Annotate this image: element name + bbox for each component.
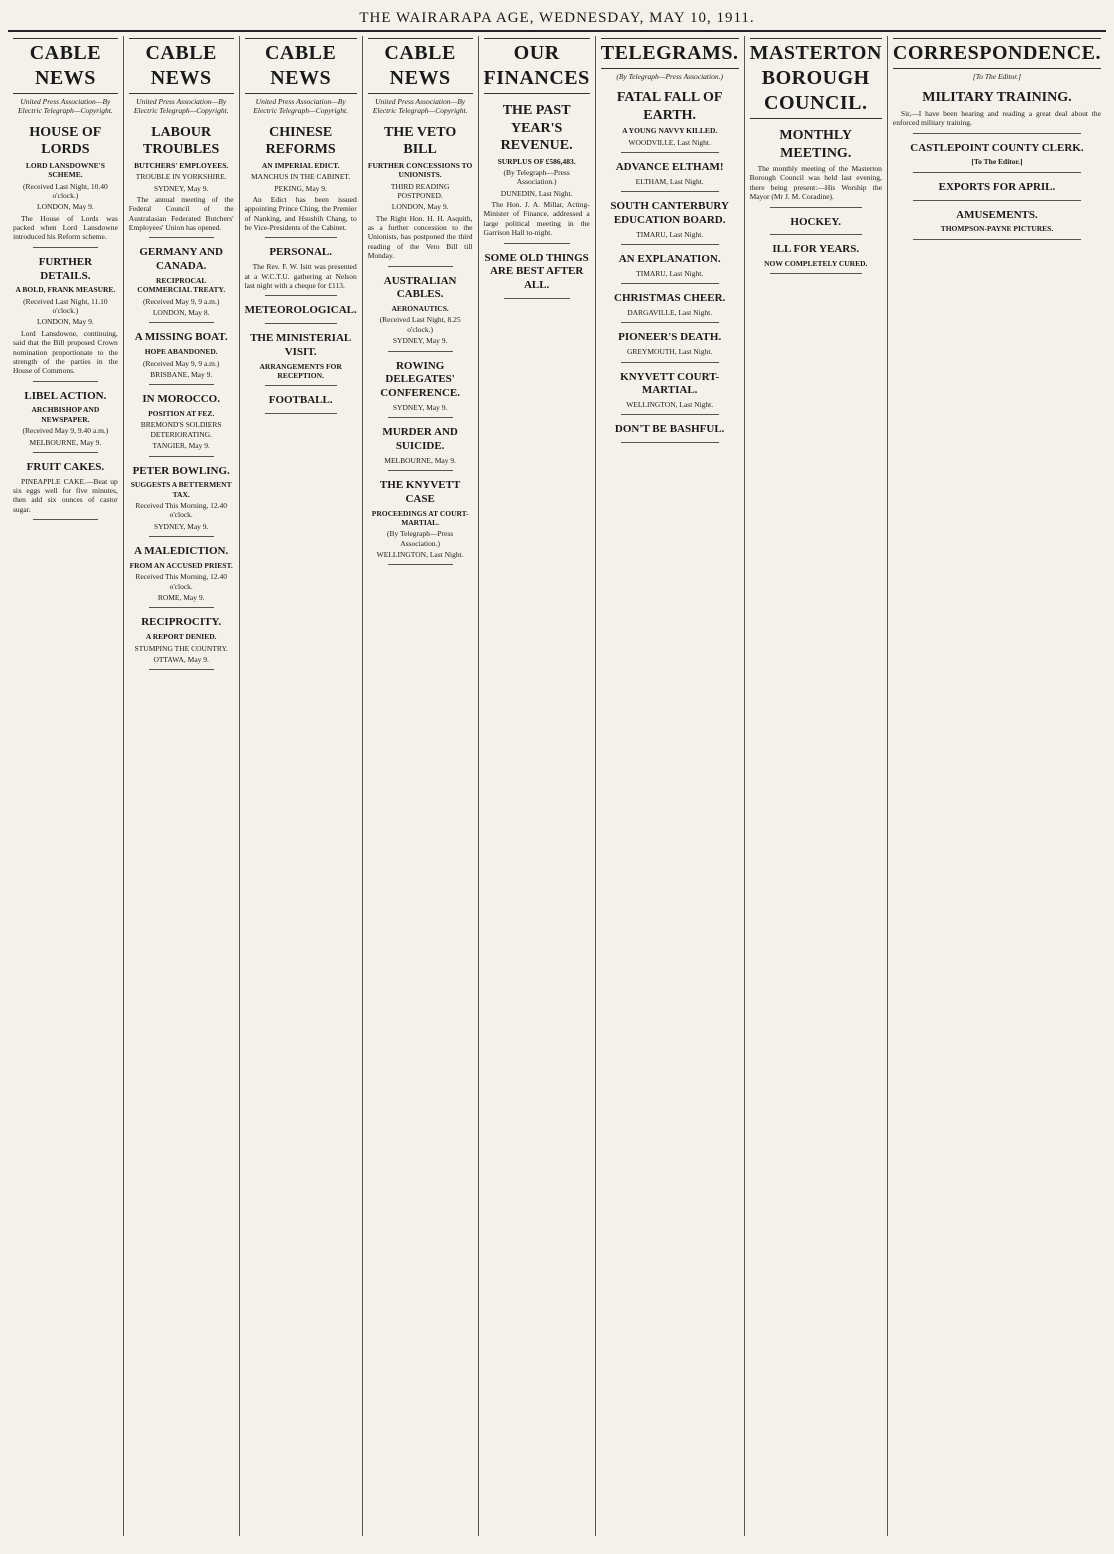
article-title: ADVANCE ELTHAM! — [615, 161, 724, 174]
article-divider — [770, 207, 862, 208]
article-divider — [33, 381, 98, 382]
article-dateline: Received This Morning, 12.40 o'clock. — [135, 501, 228, 520]
article-title: FURTHER DETAILS. — [38, 255, 93, 282]
article-title: AUSTRALIAN CABLES. — [383, 274, 457, 301]
article-place-date: LONDON, May 9. — [37, 317, 94, 327]
masthead: THE WAIRARAPA AGE, WEDNESDAY, MAY 10, 1911. — [8, 6, 1106, 32]
article — [601, 371, 739, 416]
article-title: HOUSE OF LORDS — [29, 124, 102, 158]
article-divider — [770, 234, 862, 235]
article-divider — [33, 452, 98, 453]
article-divider — [913, 239, 1081, 240]
article — [245, 246, 357, 296]
article-dateline: (By Telegraph—Press Association.) — [387, 529, 454, 548]
article-divider — [265, 323, 337, 324]
article-dateline: (Received Last Night, 8.25 o'clock.) — [379, 315, 461, 334]
article — [13, 256, 118, 382]
article-title: FOOTBALL. — [268, 394, 333, 407]
article-divider — [149, 456, 214, 457]
article — [601, 161, 739, 192]
article-subtitle: ARRANGEMENTS FOR RECEPTION. — [259, 361, 342, 380]
article-title: PIONEER'S DEATH. — [618, 331, 722, 344]
column-6 — [596, 36, 745, 1536]
article-divider — [149, 607, 214, 608]
article-title: GERMANY AND CANADA. — [139, 246, 223, 273]
article-subtitle: AERONAUTICS. — [391, 304, 449, 313]
article-subtitle: SUGGESTS A BETTERMENT TAX. — [130, 480, 232, 499]
article — [245, 394, 357, 414]
article-title: KNYVETT COURT-MARTIAL. — [620, 370, 720, 397]
article-text: The monthly meeting of the Masterton Borough Council was held last evening, there being present:—His Worship the Mayor (Mr J. M. Coradine). — [749, 164, 882, 202]
article — [893, 89, 1101, 133]
article-divider — [621, 152, 719, 153]
article-divider — [265, 413, 337, 414]
article-text: An Edict has been issued appointing Prince Ching, the Premier of Nanking, and Hsushih Chang, to be Vice-Presidents of the Cabinet. — [244, 194, 357, 232]
article — [750, 216, 882, 236]
column-4 — [363, 36, 479, 1536]
article — [129, 124, 234, 239]
article-divider — [149, 237, 214, 238]
article-title: FRUIT CAKES. — [26, 460, 105, 473]
article-divider — [913, 133, 1081, 134]
article-title: ROWING DELEGATES' CONFERENCE. — [380, 359, 460, 399]
column-heading: TELEGRAMS. — [601, 38, 739, 69]
article-subtitle: HOPE ABANDONED. — [144, 347, 218, 357]
article — [245, 304, 357, 324]
article — [893, 209, 1101, 240]
article-place-date: WELLINGTON, Last Night. — [626, 400, 714, 409]
column-heading: CABLE NEWS — [13, 38, 118, 94]
article-title: MURDER AND SUICIDE. — [382, 426, 458, 452]
column-byline: United Press Association—By Electric Telegraph—Copyright. — [253, 97, 349, 116]
article-place-date: SYDNEY, May 9. — [392, 402, 448, 412]
article-title: IN MOROCCO. — [142, 393, 220, 406]
article-subtitle: RECIPROCAL COMMERCIAL TREATY. — [137, 275, 226, 295]
article-divider — [33, 519, 98, 520]
article-place-date: TIMARU, Last Night. — [636, 229, 704, 239]
article-dateline: BREMOND'S SOLDIERS DETERIORATING. — [140, 420, 222, 439]
article-subtitle: A BOLD, FRANK MEASURE. — [15, 285, 116, 295]
article-divider — [621, 244, 719, 245]
column-byline: United Press Association—By Electric Telegraph—Copyright. — [133, 97, 229, 116]
article-title: CHINESE REFORMS — [265, 124, 336, 158]
article — [601, 423, 739, 443]
article — [601, 89, 739, 153]
article-divider — [621, 362, 719, 363]
article-place-date: WELLINGTON, Last Night. — [376, 550, 464, 559]
article-title: METEOROLOGICAL. — [244, 304, 357, 317]
article-title: FATAL FALL OF EARTH. — [616, 90, 723, 123]
article-title: RECIPROCITY. — [141, 616, 222, 629]
article-text: PINEAPPLE CAKE.—Beat up six eggs well for five minutes, then add six ounces of castor sugar. — [13, 476, 118, 514]
article-title: MONTHLY MEETING. — [779, 128, 853, 161]
article-title: THE MINISTERIAL VISIT. — [250, 332, 352, 358]
article-divider — [149, 669, 214, 670]
column-heading: CORRESPONDENCE. — [893, 38, 1101, 69]
article-divider — [265, 295, 337, 296]
article-subtitle: ARCHBISHOP AND NEWSPAPER. — [31, 405, 100, 424]
article-place-date: LONDON, May 8. — [152, 308, 210, 317]
article-divider — [621, 322, 719, 323]
article-subtitle: [To The Editor.] — [971, 157, 1023, 167]
article-title: LABOUR TROUBLES — [143, 124, 220, 158]
article — [601, 253, 739, 284]
article-place-date: MELBOURNE, May 9. — [384, 455, 456, 465]
article — [601, 331, 739, 362]
article-place-date: SYDNEY, May 9. — [153, 183, 209, 193]
article — [245, 332, 357, 386]
article-divider — [388, 417, 453, 418]
article-divider — [770, 273, 862, 274]
article-divider — [621, 191, 719, 192]
article-place-date: LONDON, May 9. — [37, 202, 94, 212]
column-heading: OUR FINANCES — [484, 38, 590, 94]
article — [368, 360, 473, 419]
article-place-date: GREYMOUTH, Last Night. — [626, 347, 713, 357]
article-divider — [388, 564, 453, 565]
column-heading: CABLE NEWS — [368, 38, 473, 94]
article-subtitle: A YOUNG NAVVY KILLED. — [622, 126, 718, 136]
article-subtitle: AN IMPERIAL EDICT. — [261, 160, 340, 170]
article-place-date: DUNEDIN, Last Night. — [500, 188, 573, 198]
column-1 — [8, 36, 124, 1536]
article-subtitle: BUTCHERS' EMPLOYEES. — [134, 160, 229, 170]
article-text: The House of Lords was packed when Lord Lansdowne introduced his Reform scheme. — [13, 213, 118, 242]
article — [601, 292, 739, 323]
article-divider — [388, 351, 453, 352]
article-title: MILITARY TRAINING. — [922, 90, 1072, 106]
article-place-date: ROME, May 9. — [157, 593, 205, 602]
article-subtitle: A REPORT DENIED. — [145, 632, 217, 642]
article — [245, 124, 357, 239]
article-place-date: MELBOURNE, May 9. — [29, 437, 102, 447]
article-title: AN EXPLANATION. — [618, 253, 721, 266]
article-subtitle: FURTHER CONCESSIONS TO UNIONISTS. — [367, 160, 473, 180]
article — [893, 181, 1101, 201]
article-divider — [33, 247, 98, 248]
article — [129, 465, 234, 538]
article-title: CASTLEPOINT COUNTY CLERK. — [910, 141, 1084, 154]
article-title: SOUTH CANTERBURY EDUCATION BOARD. — [610, 200, 729, 226]
article-subtitle: LORD LANSDOWNE'S SCHEME. — [25, 160, 105, 180]
article-title: PERSONAL. — [269, 246, 332, 259]
article-title: PETER BOWLING. — [132, 464, 230, 477]
article-text: The Rev. F. W. Isitt was presented at a W.C.T.U. gathering at Nelson last night with a cheque for £113. — [244, 262, 357, 290]
article — [13, 124, 118, 248]
article-dateline: (By Telegraph—Press Association.) — [503, 167, 570, 187]
article — [368, 124, 473, 267]
article-title: A MISSING BOAT. — [134, 331, 228, 344]
article-title: THE PAST YEAR'S REVENUE. — [500, 103, 573, 153]
article-divider — [149, 384, 214, 385]
newspaper-columns — [8, 36, 1106, 1536]
article — [893, 142, 1101, 173]
article-dateline: (Received May 9, 9 a.m.) — [142, 296, 220, 306]
article-dateline: MANCHUS IN THE CABINET. — [251, 172, 351, 182]
article — [13, 461, 118, 520]
article-title: THE VETO BILL — [384, 124, 457, 158]
article-divider — [504, 298, 570, 299]
column-heading: MASTERTON BOROUGH COUNCIL. — [750, 38, 882, 119]
article-divider — [621, 414, 719, 415]
article-subtitle: POSITION AT FEZ. — [148, 409, 215, 418]
article-subtitle: NOW COMPLETELY CURED. — [764, 259, 868, 268]
column-heading: CABLE NEWS — [129, 38, 234, 94]
column-byline: United Press Association—By Electric Telegraph—Copyright. — [18, 97, 113, 116]
article-place-date: ELTHAM, Last Night. — [635, 176, 704, 186]
article-divider — [621, 283, 719, 284]
column-3 — [240, 36, 363, 1536]
article-dateline: (Received May 9, 9 a.m.) — [142, 358, 220, 368]
article-place-date: WOODVILLE, Last Night. — [628, 137, 711, 147]
column-8 — [888, 36, 1106, 1536]
article-text: The Right Hon. H. H. Asquith, as a further concession to the Unionists, has postponed the third reading of the Veto Bill till Monday. — [367, 213, 473, 261]
column-heading: CABLE NEWS — [245, 38, 357, 94]
article — [129, 246, 234, 323]
article — [484, 102, 590, 244]
article — [750, 127, 882, 208]
article-title: SOME OLD THINGS ARE BEST AFTER ALL. — [484, 251, 589, 291]
article — [129, 331, 234, 385]
article-title: LIBEL ACTION. — [24, 389, 107, 402]
column-byline: United Press Association—By Electric Telegraph—Copyright. — [372, 97, 468, 116]
article-subtitle: SURPLUS OF £586,483. — [497, 156, 576, 166]
article-place-date: TANGIER, May 9. — [152, 441, 210, 451]
article-subtitle: PROCEEDINGS AT COURT-MARTIAL. — [371, 508, 469, 527]
article-place-date: LONDON, May 9. — [391, 202, 449, 212]
article-divider — [913, 172, 1081, 173]
article-place-date: PEKING, May 9. — [274, 183, 327, 193]
article — [13, 390, 118, 453]
column-byline: [To The Editor.] — [972, 72, 1022, 81]
article-divider — [265, 385, 337, 386]
column-2 — [124, 36, 240, 1536]
article-dateline: THIRD READING POSTPONED. — [390, 181, 450, 200]
article-dateline: Received This Morning, 12.40 o'clock. — [135, 572, 228, 591]
article-title: DON'T BE BASHFUL. — [614, 423, 725, 436]
article — [129, 393, 234, 456]
article — [129, 545, 234, 608]
article — [601, 200, 739, 245]
article-place-date: DARGAVILLE, Last Night. — [627, 308, 713, 317]
article — [484, 252, 590, 299]
article-dateline: TROUBLE IN YORKSHIRE. — [135, 172, 227, 182]
article — [368, 479, 473, 565]
article-divider — [504, 243, 570, 244]
article — [368, 275, 473, 352]
article-subtitle: THOMPSON-PAYNE PICTURES. — [940, 224, 1054, 234]
article-place-date: SYDNEY, May 9. — [153, 521, 209, 531]
article-place-date: TIMARU, Last Night. — [636, 268, 704, 278]
column-7 — [745, 36, 888, 1536]
article-divider — [913, 200, 1081, 201]
article-divider — [388, 470, 453, 471]
article — [129, 616, 234, 670]
article-text: The annual meeting of the Federal Council of the Australasian Federated Butchers' Employees' Union has opened. — [128, 194, 234, 232]
article-place-date: SYDNEY, May 9. — [392, 336, 448, 346]
article-divider — [149, 322, 214, 323]
article-subtitle: FROM AN ACCUSED PRIEST. — [129, 560, 233, 570]
article-divider — [149, 536, 214, 537]
article-title: EXPORTS FOR APRIL. — [938, 180, 1056, 193]
article-title: THE KNYVETT CASE — [379, 479, 461, 505]
article-title: CHRISTMAS CHEER. — [614, 292, 726, 305]
article-dateline: (Received Last Night, 11.10 o'clock.) — [23, 296, 108, 315]
article-text: Lord Lansdowne, continuing, said that the Bill proposed Crown nomination proportionate to the strength of the parties in the House of Commons. — [13, 328, 118, 376]
article-dateline: STUMPING THE COUNTRY. — [134, 643, 228, 653]
article-text: Sir,—I have been hearing and reading a great deal about the enforced military training. — [892, 108, 1101, 128]
article-title: HOCKEY. — [790, 215, 842, 228]
article-divider — [621, 442, 719, 443]
article-divider — [388, 266, 453, 267]
article-place-date: OTTAWA, May 9. — [153, 654, 209, 664]
article-dateline: (Received Last Night, 10.40 o'clock.) — [23, 181, 108, 200]
article-title: A MALEDICTION. — [134, 545, 229, 558]
article-place-date: BRISBANE, May 9. — [150, 369, 213, 379]
article-title: AMUSEMENTS. — [956, 208, 1038, 221]
article-text: The Hon. J. A. Millar, Acting-Minister of Finance, addressed a large political meeting in the Garrison Hall to-night. — [483, 200, 590, 238]
column-byline: (By Telegraph—Press Association.) — [616, 72, 723, 81]
article — [368, 426, 473, 471]
column-5 — [479, 36, 596, 1536]
article-dateline: (Received May 9, 9.40 a.m.) — [22, 426, 109, 436]
article — [750, 243, 882, 274]
article-title: ILL FOR YEARS. — [772, 243, 860, 256]
article-divider — [265, 237, 337, 238]
